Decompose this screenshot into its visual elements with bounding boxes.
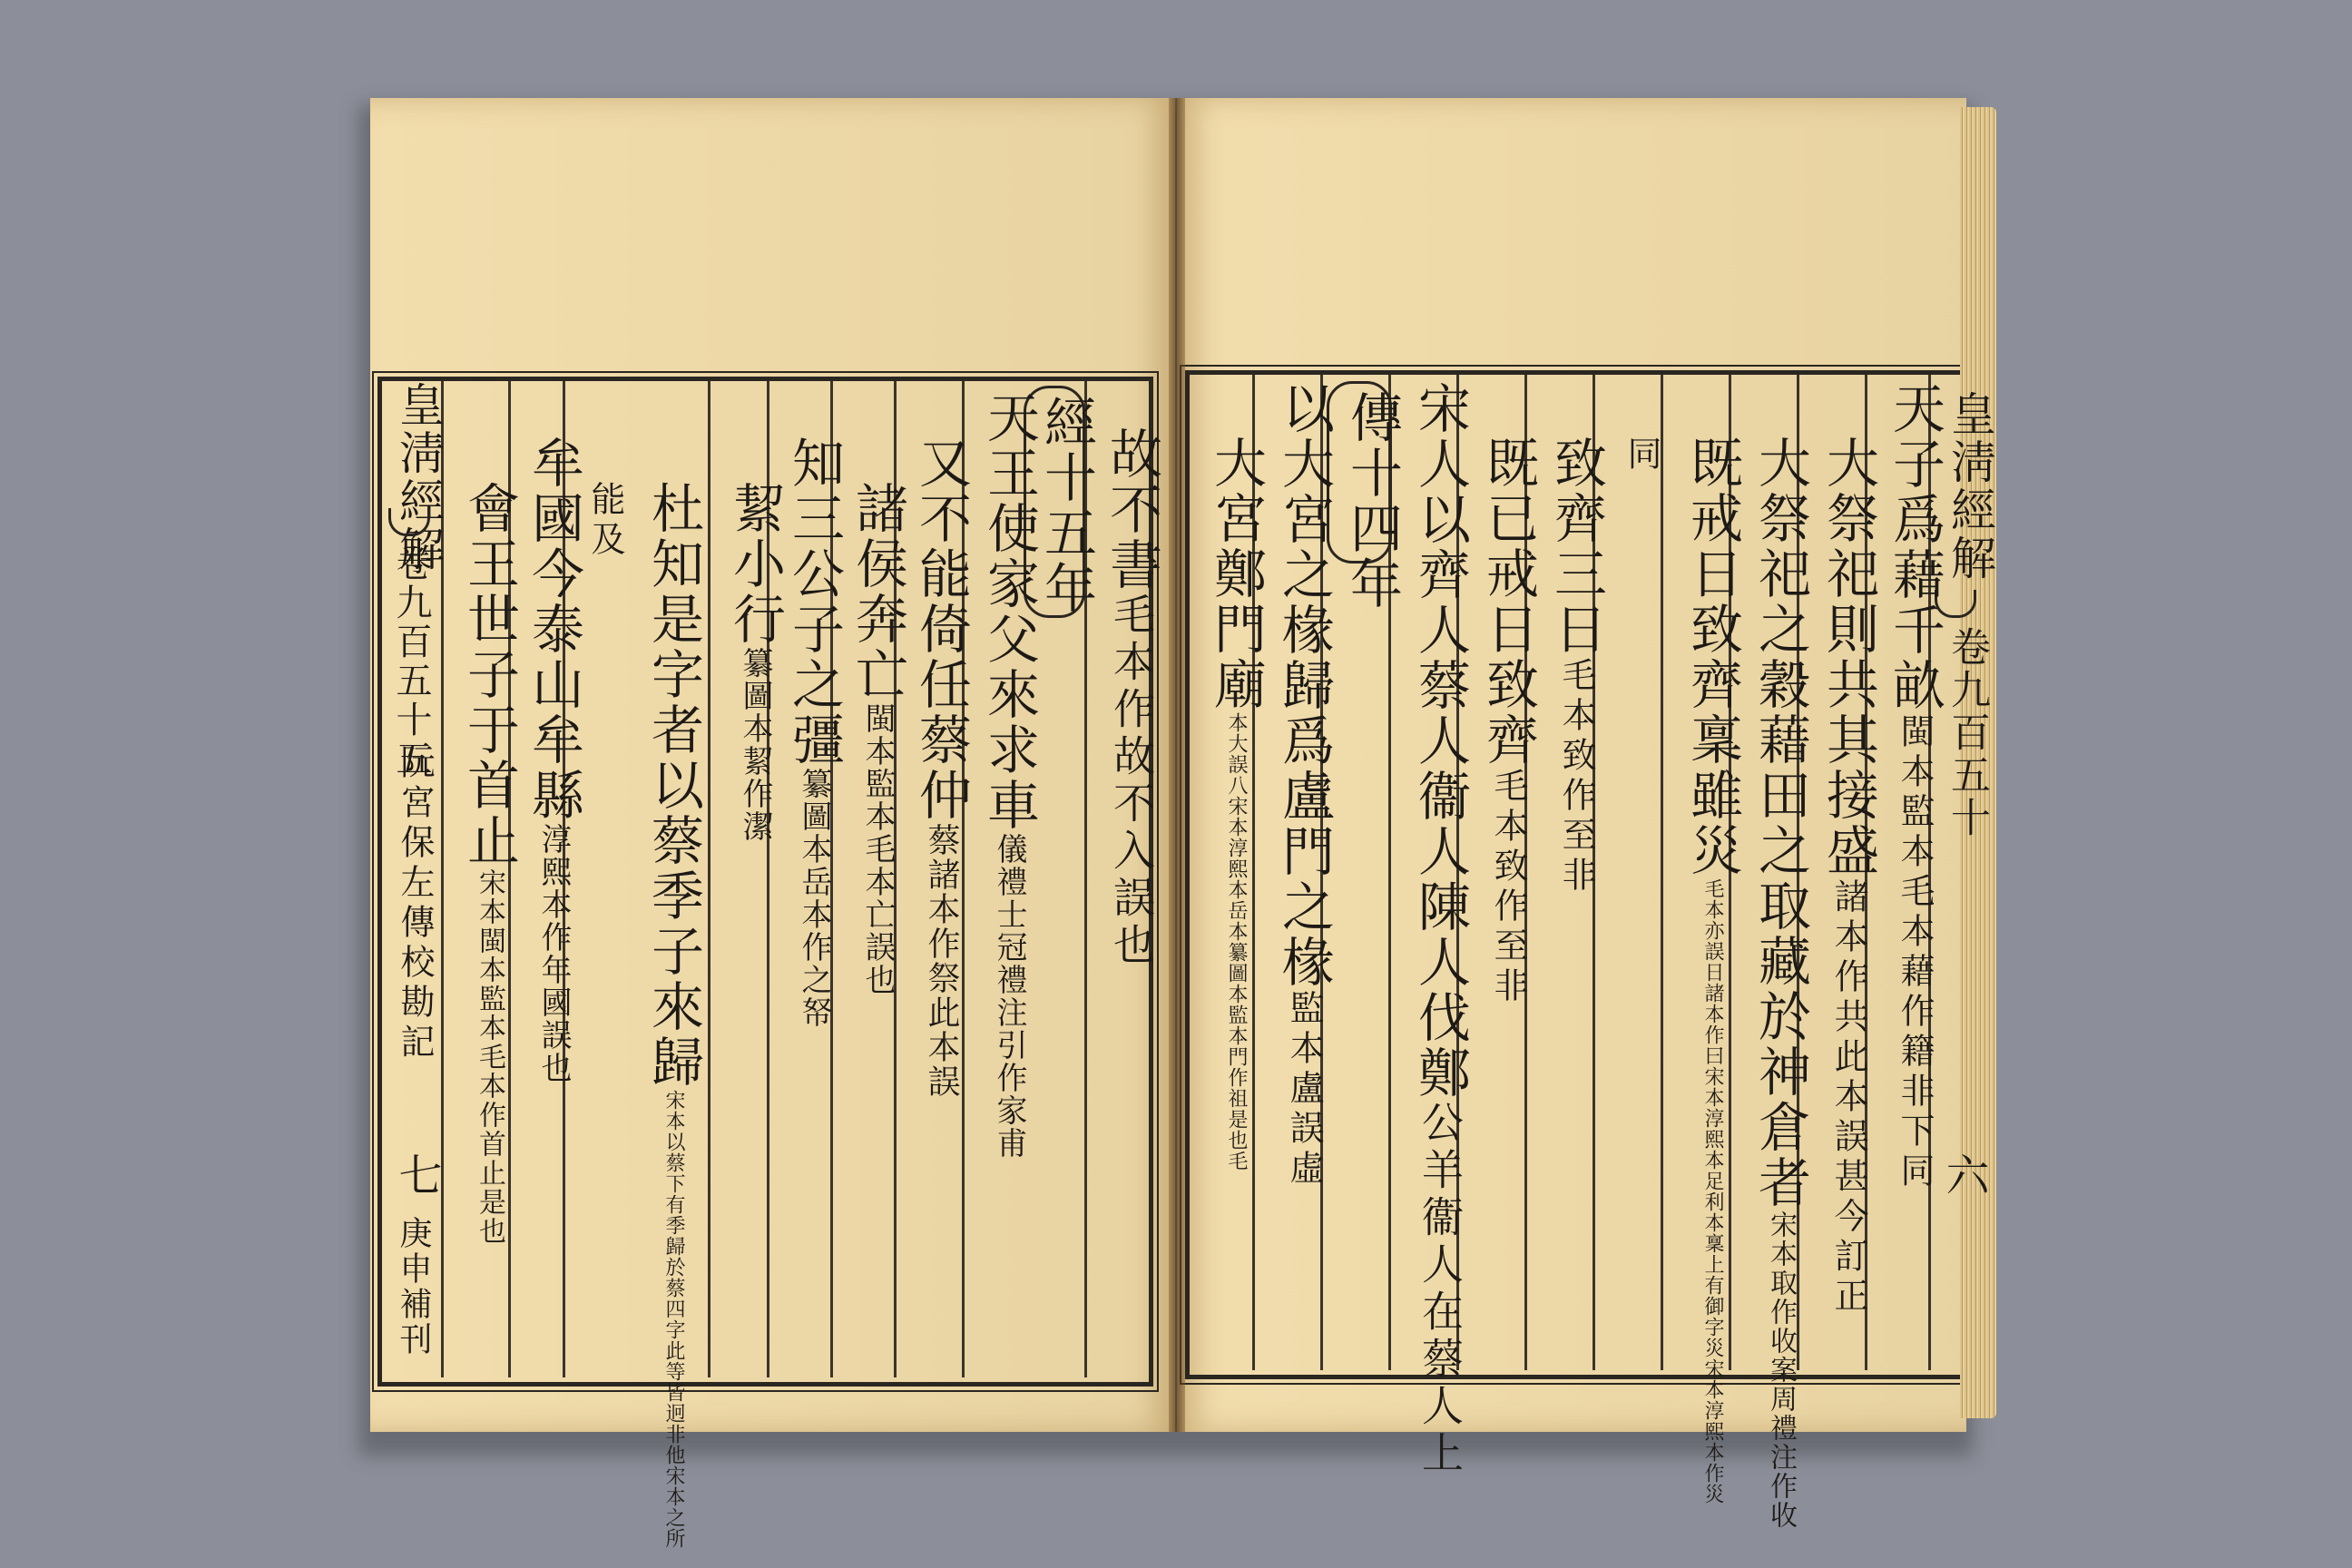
text-column: 天王使家父來求車儀禮士冠禮注引作家甫 [978,390,1040,1160]
text-column: 牟國今泰山牟縣淳熙本作年國誤也 [523,436,584,1084]
text-column: 既已戒日致齊毛本致作至非 [1477,436,1539,1007]
left-edge-title: 皇淸經解 [392,381,445,573]
text-column: 又不能倚任蔡仲蔡諸本作祭此本誤 [910,436,972,1099]
text-column: 能及 [585,481,625,561]
book-gutter [1169,98,1185,1432]
text-column: 大祭祀則共其接盛諸本作共此本誤甚今訂正 [1818,436,1879,1318]
text-column: 絜小行纂圖本絜作潔 [724,481,786,843]
text-column: 致齊三日毛本致作至非 [1545,436,1607,897]
right-edge-title: 皇淸經解 [1944,390,1996,583]
text-column: 大祭祀之穀藉田之取藏於神倉者宋本取作收案周禮注作收 [1749,436,1811,1530]
text-column: 諸侯奔亡閩本監本毛本亡誤也 [847,481,908,996]
text-column: 天子爲藉千畝閩本監本毛本藉作籍非下同 [1884,381,1945,1192]
text-column: 知三公子之彊纂圖本岳本作之帑 [783,436,845,1029]
section-heading: 傳十四年 [1341,390,1403,612]
text-column: 宋人以齊人蔡人衞人陳人伐鄭公羊衞人在蔡人上 [1409,381,1471,1478]
text-column: 會王世子于首止宋本閩本監本毛本作首止是也 [458,481,520,1246]
left-page-number: 七 [391,1152,442,1196]
text-column: 杜知是字者以蔡季子來歸宋本以蔡下有季歸於蔡四字此等皆迥非他宋本之所 [642,481,704,1549]
text-column: 大宮鄭門廟本大誤八宋本淳熙本岳本纂圖本監本門作祖是也毛 [1205,436,1267,1171]
section-heading: 經十五年 [1035,395,1097,616]
text-column: 同 [1622,436,1661,475]
right-edge-volume: 卷九百五十 [1944,626,1990,839]
text-column: 以大宮之椽歸爲盧門之椽監本盧誤虛 [1273,381,1335,1190]
text-column: 故不書毛本作故不入誤也 [1101,426,1162,970]
right-page-number: 六 [1938,1152,1989,1196]
text-column: 既戒日致齊稟雖災毛本亦誤日諸本作曰宋本淳熙本足利本稟上有御字災宋本淳熙本作災 [1681,436,1743,1504]
edition-note: 庚申補刊 [395,1216,432,1357]
left-edge-volume: 卷九百五十五 [390,544,432,779]
left-edge-credit: 阮宮保左傳校勘記 [395,744,435,1063]
column-rule [1661,375,1663,1370]
